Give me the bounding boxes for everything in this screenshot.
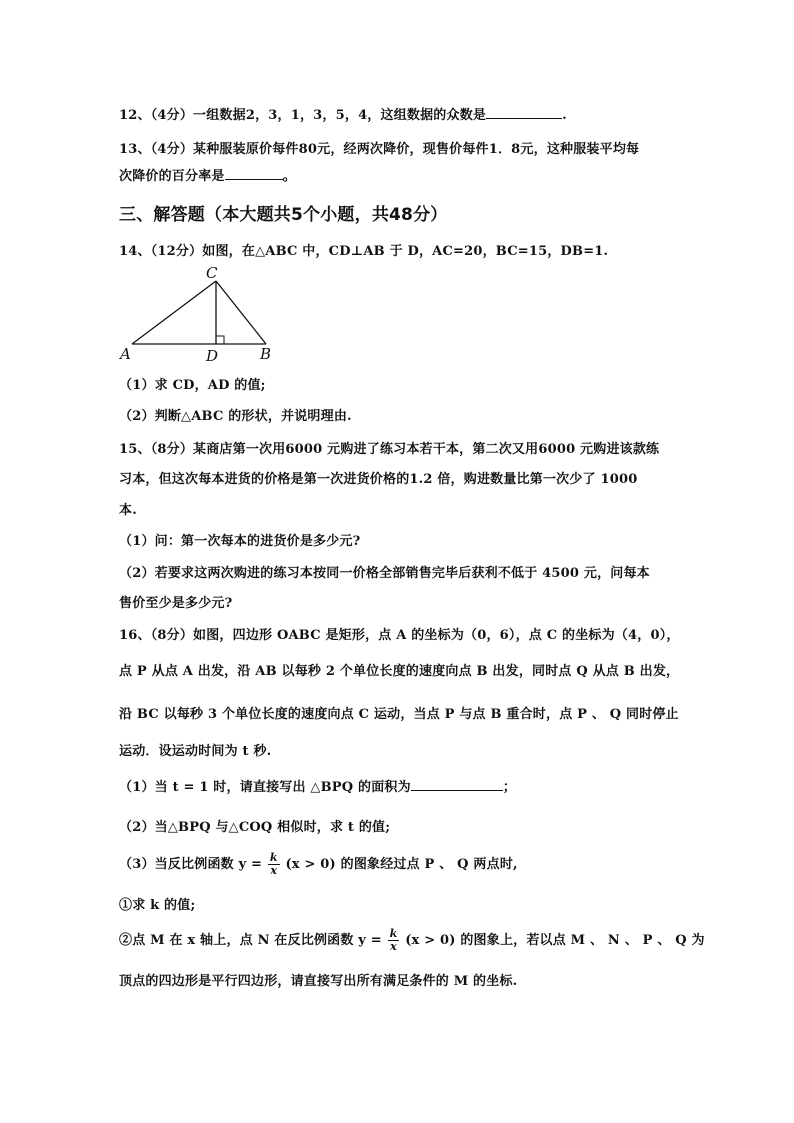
segment-ac [132,281,216,344]
label-c: C [206,264,218,282]
label-b: B [260,345,272,363]
q16-part3 [119,852,518,877]
triangle-figure [118,262,280,364]
q12-text: 12、（4分）一组数据2，3，1，3，5，4，这组数据的众数是 [119,108,487,123]
q15-line1: 15、（8分）某商店第一次用6000 元购进了练习本若干本，第二次又用6000 元购进该款练 [119,442,660,457]
q14-part1: （1）求 CD，AD 的值; [119,378,266,393]
q12-answer-blank[interactable] [486,106,562,119]
q15-part1: （1）问：第一次每本的进货价是多少元? [119,534,361,549]
q16-part1-text: （1）当 t = 1 时，请直接写出 △BPQ 的面积为 [119,780,411,795]
q16-sub2-text-b: (x > 0) 的图象上，若以点 M 、 N 、 P 、 Q 为 [405,933,705,948]
q16-line2: 点 P 从点 A 出发，沿 AB 以每秒 2 个单位长度的速度向点 B 出发，同时点 Q 从点 B 出发， [119,664,680,679]
q14-stem: 14、（12分）如图，在△ABC 中，CD⊥AB 于 D，AC=20，BC=15，DB=1. [119,244,609,259]
q13-end: 。 [282,169,296,184]
segment-bc [216,281,266,344]
fraction-k-over-x-2 [388,928,400,953]
q16-part1-answer-blank[interactable] [411,778,503,791]
q16-part3-text-b: (x > 0) 的图象经过点 P 、 Q 两点时, [285,857,518,872]
q16-part1 [119,776,516,795]
q13-line1: 13、（4分）某种服装原价每件80元，经两次降价，现售价每件1．8元，这种服装平均每 [119,142,640,157]
q16-part2: （2）当△BPQ 与△COQ 相似时，求 t 的值; [119,820,391,835]
label-d: D [206,347,219,364]
q14-part2: （2）判断△ABC 的形状，并说明理由. [119,409,352,424]
frac2-numerator: k [389,927,398,940]
label-a: A [120,345,131,363]
question-12 [119,104,567,123]
q16-line3: 沿 BC 以每秒 3 个单位长度的速度向点 C 运动，当点 P 与点 B 重合时，点 P 、 Q 同时停止 [119,707,679,722]
q13-answer-blank[interactable] [225,167,283,180]
q16-part3-text-a: （3）当反比例函数 y = [119,857,263,872]
question-13-line2 [119,165,296,184]
q13-line2-text: 次降价的百分率是 [119,169,225,184]
q16-part1-end: ； [502,780,517,795]
q16-sub2 [119,928,705,953]
right-angle-mark [216,336,224,344]
q15-line3: 本. [119,503,137,518]
q15-part2-line1: （2）若要求这两次购进的练习本按同一价格全部销售完毕后获利不低于 4500 元，问每本 [119,566,650,581]
q16-sub2-text-a: ②点 M 在 x 轴上，点 N 在反比例函数 y = [119,933,382,948]
q16-line4: 运动．设运动时间为 t 秒. [119,744,272,759]
q16-line1: 16、（8分）如图，四边形 OABC 是矩形，点 A 的坐标为（0，6），点 C 的坐标为（4，0）， [119,628,680,643]
frac-numerator: k [269,851,278,864]
q15-part2-line2: 售价至少是多少元? [119,596,233,611]
q12-end: . [562,108,567,123]
q16-sub2-line2: 顶点的四边形是平行四边形，请直接写出所有满足条件的 M 的坐标. [119,974,518,989]
section-heading: 三、解答题（本大题共5个小题，共48分） [119,205,448,225]
frac2-denominator: x [390,940,397,953]
q15-line2: 习本，但这次每本进货的价格是第一次进货价格的1.2 倍，购进数量比第一次少了 1000 [119,472,638,487]
q16-sub1: ①求 k 的值; [119,898,196,913]
frac-denominator: x [270,864,278,877]
fraction-k-over-x [268,852,280,877]
